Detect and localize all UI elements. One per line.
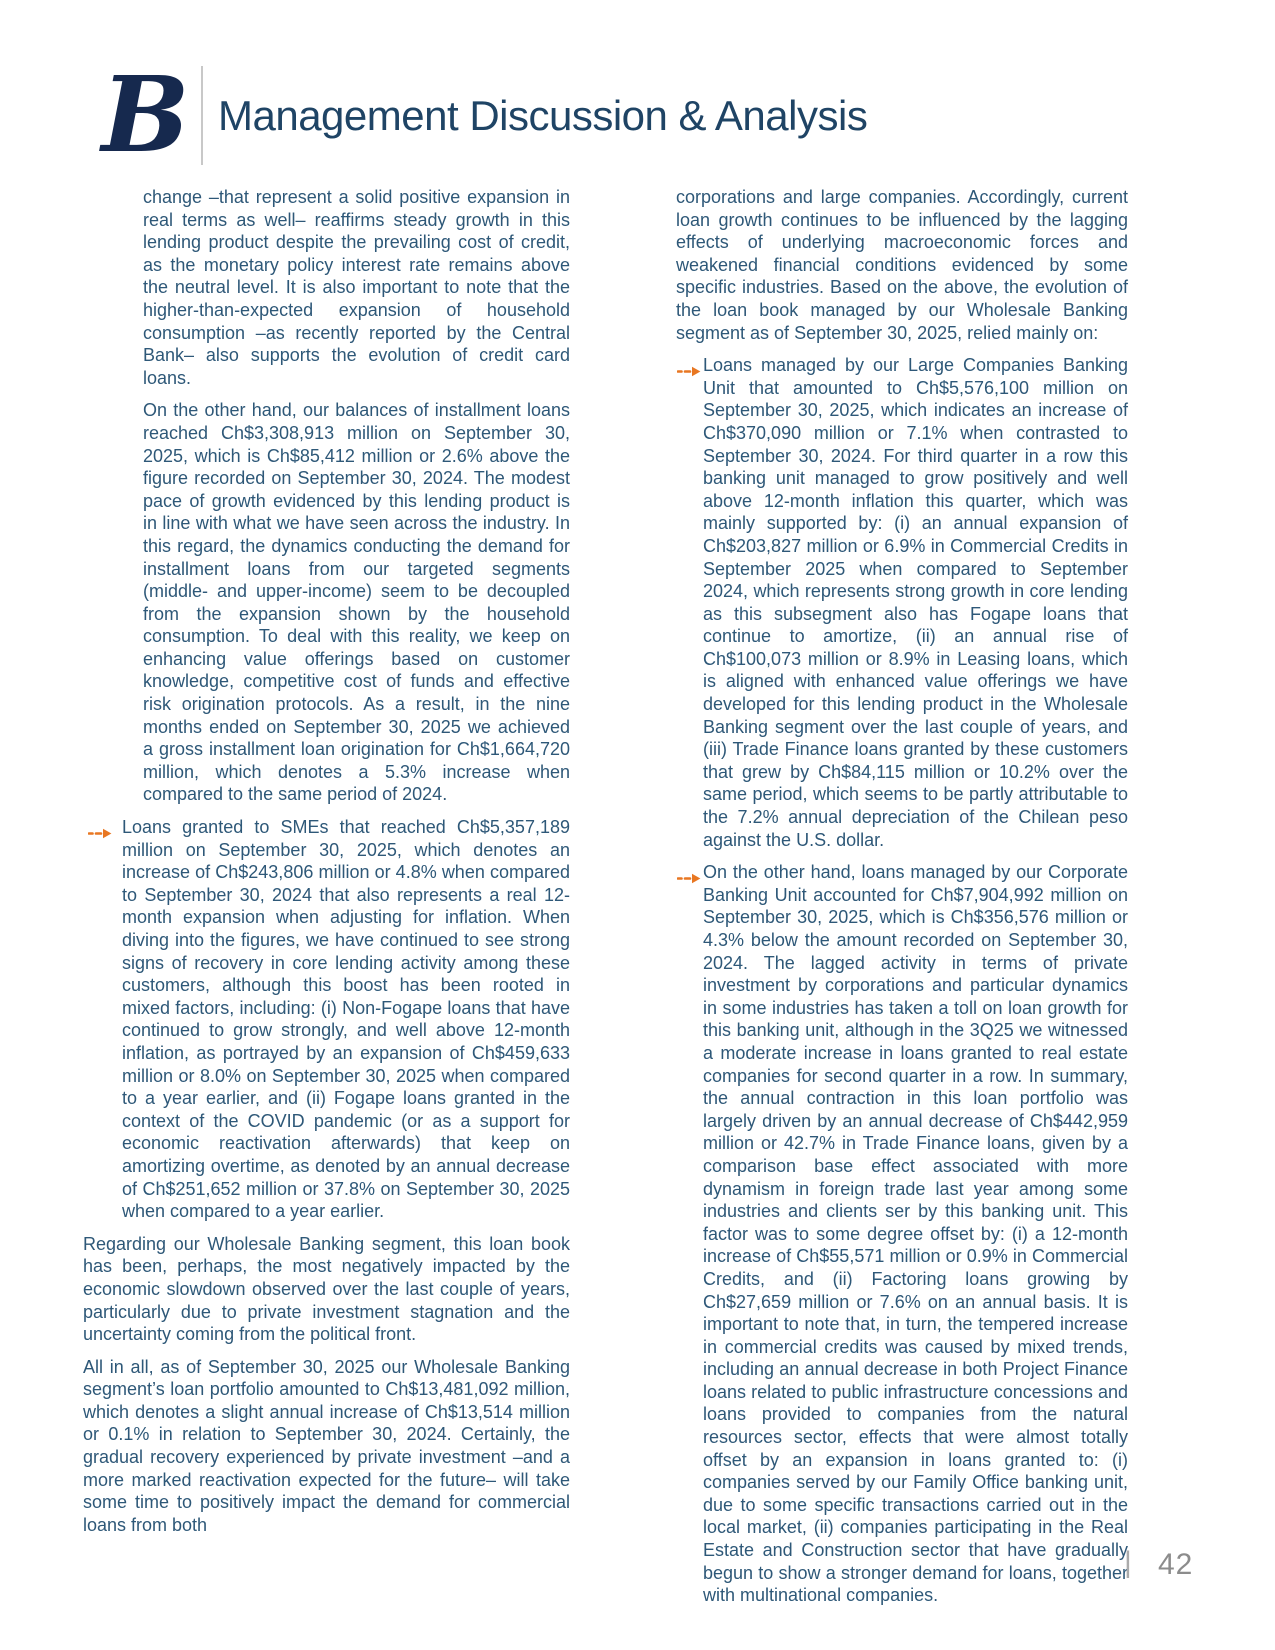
page-number: 42 [1158, 1548, 1194, 1581]
paragraph: Regarding our Wholesale Banking segment, this loan book has been, perhaps, the most negatively impacted by the economic slowdown observed over the last couple of years, particularly due to private investment stagnation and the uncertainty coming from the political front. [83, 1233, 570, 1345]
bullet-text: Loans managed by our Large Companies Banking Unit that amounted to Ch$5,576,100 million on September 30, 2025, which indicates an increase of Ch$370,090 million or 7.1% when contrasted to September 30, 2024. For third quarter in a row this banking unit managed to grow positively and well above 12-month inflation this quarter, which was mainly supported by: (i) an annual expansion of Ch$203,827 million or 6.9% in Commercial Credits in September 2025 when compared to September 2024, which represents strong growth in core lending as this subsegment also has Fogape loans that continue to amortize, (ii) an annual rise of Ch$100,073 million or 8.9% in Leasing loans, which is aligned with enhanced value offerings we have developed for this lending product in the Wholesale Banking segment over the last couple of years, and (iii) Trade Finance loans granted by these customers that grew by Ch$84,115 million or 10.2% over the same period, which seems to be partly attributable to the 7.2% annual depreciation of the Chilean peso against the U.S. dollar. [703, 355, 1128, 850]
bullet-arrow-icon [677, 867, 701, 878]
bank-logo [98, 52, 193, 176]
paragraph: On the other hand, our balances of installment loans reached Ch$3,308,913 million on September 30, 2025, which is Ch$85,412 million or 2.6% above the figure recorded on September 30, 2024. The modest pace of growth evidenced by this lending product is in line with what we have seen across the industry. In this regard, the dynamics conducting the demand for installment loans from our targeted segments (middle- and upper-income) seem to be decoupled from the expansion shown by the household consumption. To deal with this reality, we keep on enhancing value offerings based on customer knowledge, competitive cost of funds and effective risk origination protocols. As a result, in the nine months ended on September 30, 2025 we achieved a gross installment loan origination for Ch$1,664,720 million, which denotes a 5.3% increase when compared to the same period of 2024. [143, 400, 570, 805]
bullet-item [83, 816, 570, 1223]
bullet-arrow-icon [88, 822, 112, 833]
header-divider [201, 66, 203, 165]
left-column [83, 186, 570, 1546]
bullet-item [671, 861, 1128, 1607]
paragraph: corporations and large companies. Accordingly, current loan growth continues to be influenced by the lagging effects of underlying macroeconomic forces and weakened financial conditions evidenced by some specific industries. Based on the above, the evolution of the loan book managed by our Wholesale Banking segment as of September 30, 2025, relied mainly on: [676, 187, 1128, 343]
paragraph: All in all, as of September 30, 2025 our Wholesale Banking segment’s loan portfolio amounted to Ch$13,481,092 million, which denotes a slight annual increase of Ch$13,514 million or 0.1% in relation to September 30, 2024. Certainly, the gradual recovery experienced by private investment –and a more marked reactivation expected for the future– will take some time to positively impact the demand for commercial loans from both [83, 1356, 570, 1535]
bullet-arrow-icon [677, 360, 701, 371]
bank-logo-letter: B [101, 52, 190, 176]
bullet-text: On the other hand, loans managed by our Corporate Banking Unit accounted for Ch$7,904,992 million on September 30, 2025, which is Ch$356,576 million or 4.3% below the amount recorded on September 30, 2024. The lagged activity in terms of private investment by corporations and particular dynamics in some industries has taken a toll on loan growth for this banking unit, although in the 3Q25 we witnessed a moderate increase in loans granted to real estate companies for second quarter in a row. In summary, the annual contraction in this loan portfolio was largely driven by an annual decrease of Ch$442,959 million or 42.7% in Trade Finance loans, given by a comparison base effect associated with more dynamism in foreign trade last year among some industries and clients ser by this banking unit. This factor was to some degree offset by: (i) a 12-month increase of Ch$55,571 million or 0.9% in Commercial Credits, and (ii) Factoring loans growing by Ch$27,659 million or 7.6% on an annual basis. It is important to note that, in turn, the tempered increase in commercial credits was caused by mixed trends, including an annual decrease in both Project Finance loans related to public infrastructure concessions and loans provided to companies from the natural resources sector, effects that were almost totally offset by an expansion in loans granted to: (i) companies served by our Family Office banking unit, due to some specific transactions carried out in the local market, (ii) companies participating in the Real Estate and Construction sector that have gradually begun to show a stronger demand for loans, together with multinational companies. [703, 862, 1128, 1606]
bullet-text: Loans granted to SMEs that reached Ch$5,357,189 million on September 30, 2025, which denotes an increase of Ch$243,806 million or 4.8% when compared to September 30, 2024 that also represents a real 12-month expansion when adjusting for inflation. When diving into the figures, we have continued to see strong signs of recovery in core lending activity among these customers, although this boost has been rooted in mixed factors, including: (i) Non-Fogape loans that have continued to grow strongly, and well above 12-month inflation, as portrayed by an expansion of Ch$459,633 million or 8.0% on September 30, 2025 when compared to a year earlier, and (ii) Fogape loans granted in the context of the COVID pandemic (or as a support for economic reactivation afterwards) that keep on amortizing overtime, as denoted by an annual decrease of Ch$251,652 million or 37.8% on September 30, 2025 when compared to a year earlier. [122, 817, 570, 1222]
bullet-item [671, 354, 1128, 851]
footer-separator: | [1124, 1546, 1132, 1579]
page-title: Management Discussion & Analysis [218, 92, 868, 139]
paragraph: change –that represent a solid positive expansion in real terms as well– reaffirms steady growth in this lending product despite the prevailing cost of credit, as the monetary policy interest rate remains above the neutral level. It is also important to note that the higher-than-expected expansion of household consumption –as recently reported by the Central Bank– also supports the evolution of credit card loans. [143, 187, 570, 388]
right-column [671, 186, 1128, 1617]
